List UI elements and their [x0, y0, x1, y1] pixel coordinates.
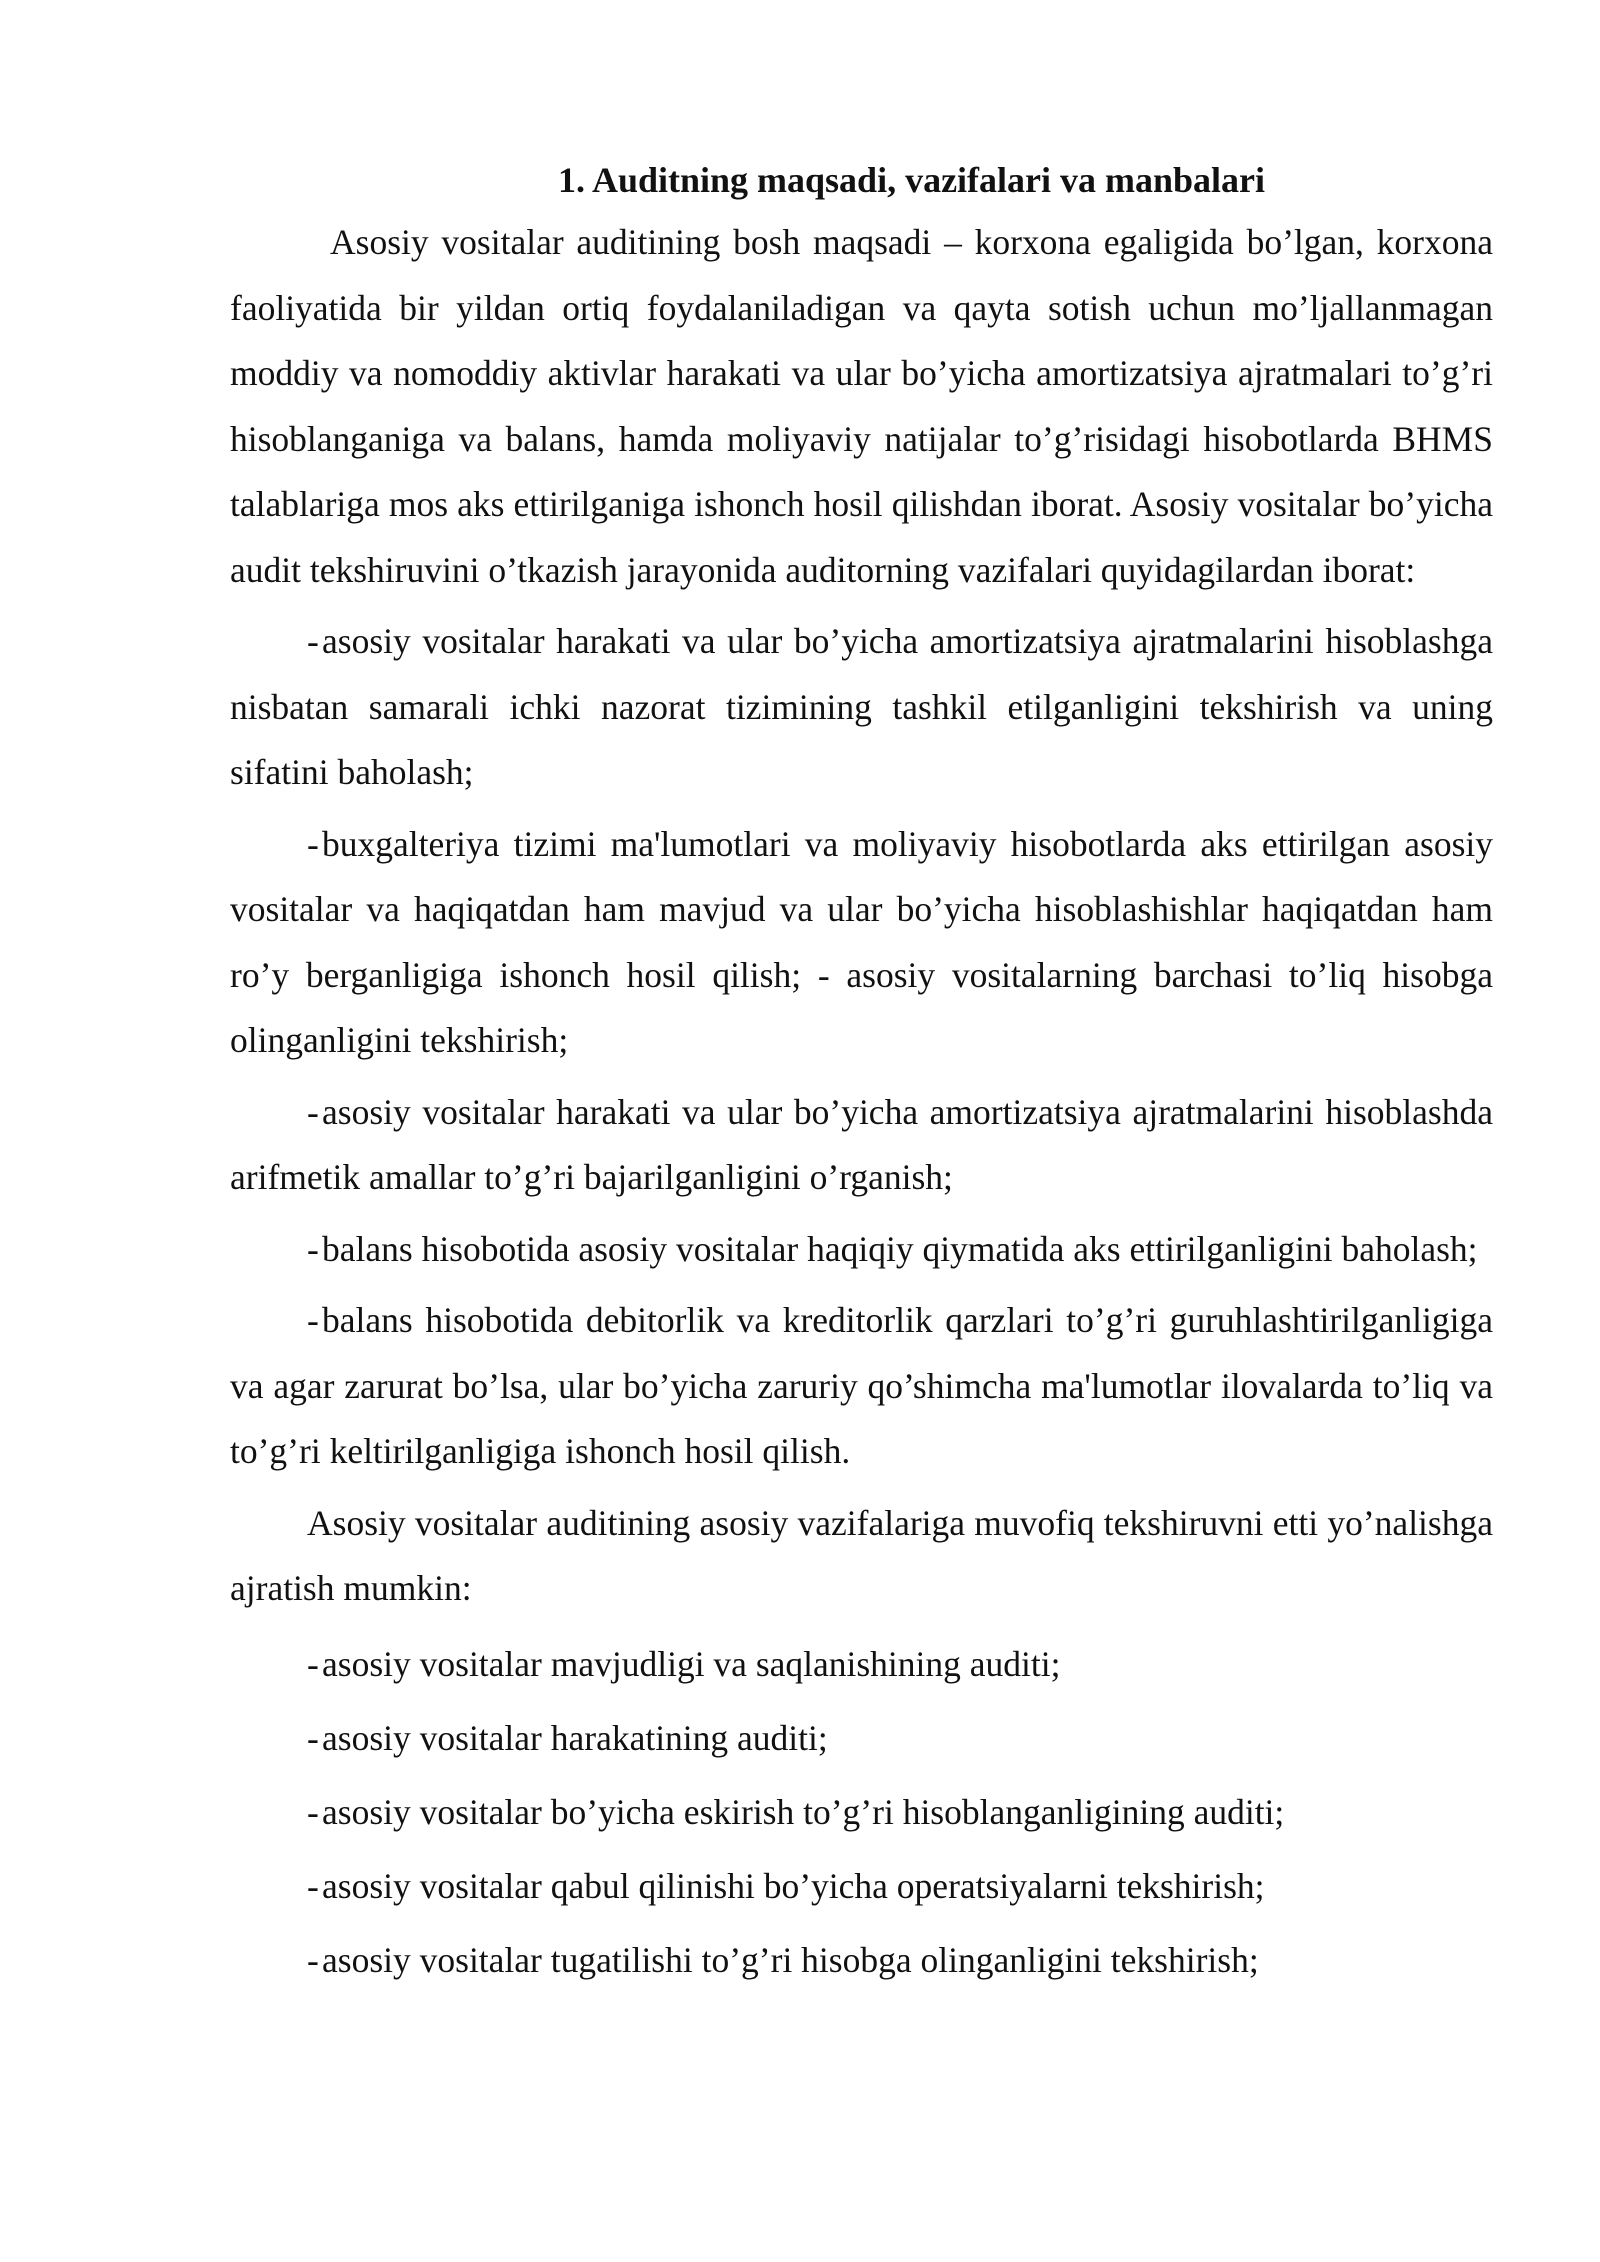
- task-item: [230, 1080, 1493, 1211]
- dash-marker: -: [307, 1300, 319, 1340]
- dash-marker: -: [307, 1091, 319, 1132]
- direction-text: asosiy vositalar bo’yicha eskirish to’g’ri hisoblanganligining auditi;: [322, 1791, 1285, 1832]
- dash-marker: -: [307, 1717, 319, 1758]
- task-item: [230, 812, 1493, 1074]
- direction-item: [230, 1706, 1493, 1770]
- direction-item: [230, 1928, 1493, 1992]
- dash-marker: -: [307, 1228, 319, 1269]
- document-page: [230, 150, 1493, 1992]
- task-text: balans hisobotida asosiy vositalar haqiqiy qiymatida aks ettirilganligini baholash;: [322, 1228, 1478, 1269]
- task-text: buxgalteriya tizimi ma'lumotlari va moliyaviy hisobotlarda aks ettirilgan asosiy vositalar va haqiqatdan ham mavjud va ular bo’yicha hisoblashishlar haqiqatdan ham ro’y berganligiga ishonch hosil qilish; - asosiy vositalarning barchasi to’liq hisobga olinganligini tekshirish;: [230, 823, 1493, 1060]
- task-text: asosiy vositalar harakati va ular bo’yicha amortizatsiya ajratmalarini hisoblashda arifmetik amallar to’g’ri bajarilganligini o’rganish;: [230, 1091, 1493, 1197]
- direction-text: asosiy vositalar tugatilishi to’g’ri hisobga olinganligini tekshirish;: [322, 1939, 1259, 1980]
- task-item: [230, 609, 1493, 806]
- task-text: asosiy vositalar harakati va ular bo’yicha amortizatsiya ajratmalarini hisoblashga nisbatan samarali ichki nazorat tizimining tashkil etilganligini tekshirish va uning sifatini baholash;: [230, 621, 1493, 792]
- task-list: [230, 609, 1493, 1485]
- dash-marker: -: [307, 1643, 319, 1684]
- direction-text: asosiy vositalar qabul qilinishi bo’yicha operatsiyalarni tekshirish;: [322, 1865, 1265, 1906]
- dash-marker: -: [307, 1791, 319, 1832]
- direction-text: asosiy vositalar mavjudligi va saqlanishining auditi;: [322, 1643, 1061, 1684]
- dash-marker: -: [307, 1865, 319, 1906]
- direction-list: [230, 1632, 1493, 1992]
- direction-item: [230, 1780, 1493, 1844]
- task-item: [230, 1217, 1493, 1283]
- direction-item: [230, 1632, 1493, 1696]
- task-text: balans hisobotida debitorlik va kreditorlik qarzlari to’g’ri guruhlashtirilganligiga va agar zarurat bo’lsa, ular bo’yicha zaruriy qo’shimcha ma'lumotlar ilovalarda to’liq va to’g’ri keltirilganligiga ishonch hosil qilish.: [230, 1300, 1493, 1471]
- direction-item: [230, 1854, 1493, 1918]
- task-item: [230, 1288, 1493, 1485]
- direction-text: asosiy vositalar harakatining auditi;: [322, 1717, 828, 1758]
- dash-marker: -: [307, 621, 319, 661]
- section-heading: 1. Auditning maqsadi, vazifalari va manbalari: [557, 160, 1266, 200]
- intro-paragraph: Asosiy vositalar auditining bosh maqsadi – korxona egaligida bo’lgan, korxona faoliyatida bir yildan ortiq foydalaniladigan va qayta sotish uchun mo’ljallanmagan moddiy va nomoddiy aktivlar harakati va ular bo’yicha amortizatsiya ajratmalari to’g’ri hisoblanganiga va balans, hamda moliyaviy natijalar to’g’risidagi hisobotlarda BHMS talablariga mos aks ettirilganiga ishonch hosil qilishdan iborat. Asosiy vositalar bo’yicha audit tekshiruvini o’tkazish jarayonida auditorning vazifalari quyidagilardan iborat:: [230, 222, 1493, 590]
- dash-marker: -: [307, 1939, 319, 1980]
- directions-intro-paragraph: Asosiy vositalar auditining asosiy vazifalariga muvofiq tekshiruvni etti yo’nalishga ajratish mumkin:: [230, 1502, 1493, 1608]
- dash-marker: -: [307, 823, 319, 864]
